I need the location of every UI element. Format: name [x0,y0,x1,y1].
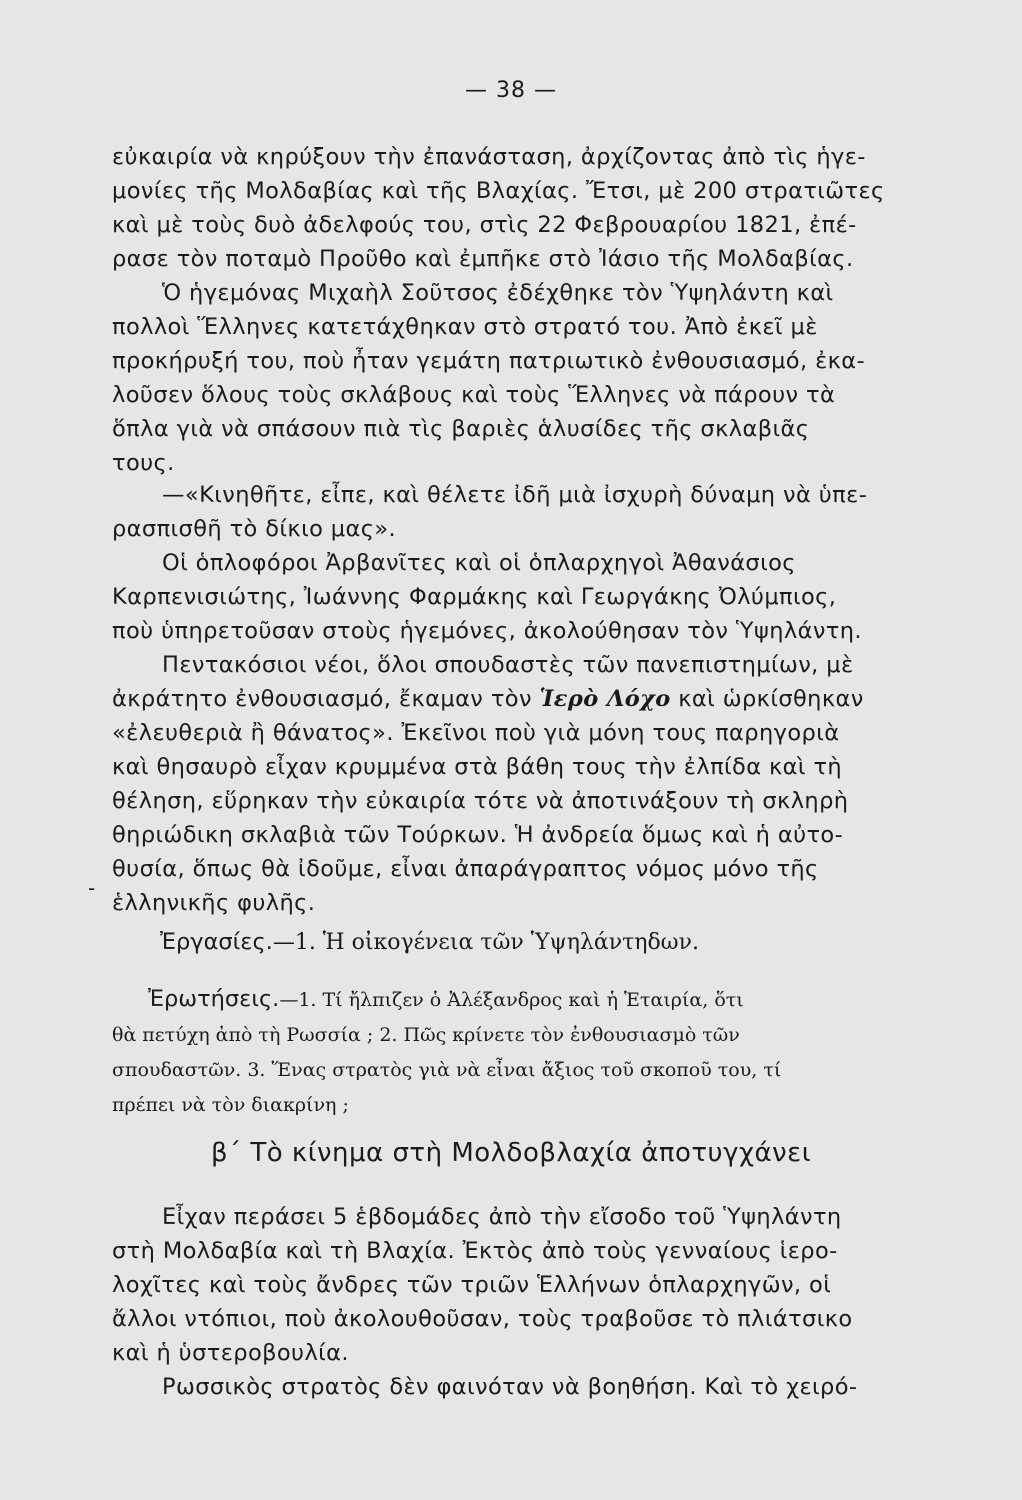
text-line: ρασπισθῆ τὸ δίκιο μας». [112,516,397,542]
text-line: Καρπενισιώτης, Ἰωάννης Φαρμάκης καὶ Γεωργάκης Ὀλύμπιος, [112,584,837,610]
text-line: Εἶχαν περάσει 5 ἑβδομάδες ἀπὸ τὴν εἴσοδο τοῦ Ὑψηλάντη [162,1204,842,1230]
text-line: «ἐλευθεριὰ ἢ θάνατος». Ἐκεῖνοι ποὺ γιὰ μόνη τους παρηγοριὰ [112,720,840,746]
paragraph-1 [112,140,1002,276]
sacred-band-term: Ἱερὸ Λόχο [539,686,671,712]
text-line: θυσία, ὅπως θὰ ἰδοῦμε, εἶναι ἀπαράγραπτος νόμος μόνο τῆς [112,856,819,882]
paragraph-3 [112,478,1002,546]
question-line: θὰ πετύχη ἀπὸ τὴ Ρωσσία ; 2. Πῶς κρίνετε τὸν ἐνθουσιασμὸ τῶν [112,1024,740,1046]
text-line: ποὺ ὑπηρετοῦσαν στοὺς ἡγεμόνες, ἀκολούθησαν τὸν Ὑψηλάντη. [112,618,862,644]
text-segment: καὶ ὡρκίσθηκαν [670,686,864,712]
text-line: Οἱ ὁπλοφόροι Ἀρβανῖτες καὶ οἱ ὁπλαρχηγοὶ Ἀθανάσιος [162,550,796,576]
text-line: πολλοὶ Ἕλληνες κατετάχθηκαν στὸ στρατό του. Ἀπὸ ἐκεῖ μὲ [112,314,818,340]
question-line [112,982,1002,1018]
paragraph-5 [112,648,1002,920]
paragraph-7 [112,1370,1002,1404]
text-line: ὅπλα γιὰ νὰ σπάσουν πιὰ τὶς βαριὲς ἁλυσίδες τῆς σκλαβιᾶς [112,416,810,442]
section-title: β΄ Τὸ κίνημα στὴ Μολδοβλαχία ἀποτυγχάνει [210,1138,812,1168]
margin-mark: - [88,876,96,900]
text-line: τους. [112,450,175,476]
text-line: θέληση, εὕρηκαν τὴν εὐκαιρία τότε νὰ ἀποτινάξουν τὴ σκληρὴ [112,788,849,814]
paragraph-6 [112,1200,1002,1370]
text-line: προκήρυξή του, ποὺ ἦταν γεμάτη πατριωτικὸ ἐνθουσιασμό, ἐκα- [112,348,866,374]
text-line: στὴ Μολδαβία καὶ τὴ Βλαχία. Ἐκτὸς ἀπὸ τοὺς γενναίους ἱερο- [112,1238,838,1264]
text-line: καὶ ἡ ὑστεροβουλία. [112,1340,349,1366]
paragraph-2 [112,276,1002,480]
text-line: μονίες τῆς Μολδαβίας καὶ τῆς Βλαχίας. Ἔτσι, μὲ 200 στρατιῶτες [112,178,885,204]
question-line: σπουδαστῶν. 3. Ἕνας στρατὸς γιὰ νὰ εἶναι ἄξιος τοῦ σκοποῦ του, τί [112,1059,782,1081]
exercises-text: —1. Ἡ οἰκογένεια τῶν Ὑψηλάντηδων. [272,930,699,955]
text-line: λοῦσεν ὅλους τοὺς σκλάβους καὶ τοὺς Ἕλληνες νὰ πάρουν τὰ [112,382,836,408]
text-line: θηριώδικη σκλαβιὰ τῶν Τούρκων. Ἡ ἀνδρεία ὅμως καὶ ἡ αὐτο- [112,822,844,848]
text-line: —«Κινηθῆτε, εἶπε, καὶ θέλετε ἰδῆ μιὰ ἰσχυρὴ δύναμη νὰ ὑπε- [162,482,868,508]
text-line: Ρωσσικὸς στρατὸς δὲν φαινόταν νὰ βοηθήση. Καὶ τὸ χειρό- [162,1374,858,1400]
text-line: Πεντακόσιοι νέοι, ὅλοι σπουδαστὲς τῶν πανεπιστημίων, μὲ [162,652,854,678]
text-line: καὶ θησαυρὸ εἶχαν κρυμμένα στὰ βάθη τους τὴν ἐλπίδα καὶ τὴ [112,754,843,780]
question-text: —1. Τί ἤλπιζεν ὁ Ἀλέξανδρος καὶ ἡ Ἑταιρία, ὅτι [279,989,744,1011]
question-line: πρέπει νὰ τὸν διακρίνη ; [112,1094,349,1116]
questions [112,982,1002,1123]
page-number: — 38 — [465,78,557,103]
text-line [112,682,1002,716]
text-line: ρασε τὸν ποταμὸ Προῦθο καὶ ἐμπῆκε στὸ Ἰάσιο τῆς Μολδαβίας. [112,246,854,272]
text-line: ἄλλοι ντόπιοι, ποὺ ἀκολουθοῦσαν, τοὺς τραβοῦσε τὸ πλιάτσικο [112,1306,853,1332]
text-line: Ὁ ἡγεμόνας Μιχαὴλ Σοῦτσος ἐδέχθηκε τὸν Ὑψηλάντη καὶ [162,280,834,306]
paragraph-4 [112,546,1002,648]
text-segment: ἀκράτητο ἐνθουσιασμό, ἔκαμαν τὸν [112,686,540,712]
text-line: εὐκαιρία νὰ κηρύξουν τὴν ἐπανάσταση, ἀρχίζοντας ἀπὸ τὶς ἡγε- [112,144,866,170]
text-line: καὶ μὲ τοὺς δυὸ ἀδελφούς του, στὶς 22 Φεβρουαρίου 1821, ἐπέ- [112,212,857,238]
text-line: ἑλληνικῆς φυλῆς. [112,890,316,916]
exercises-label: Ἐργασίες. [160,929,273,955]
text-line: λοχῖτες καὶ τοὺς ἄνδρες τῶν τριῶν Ἑλλήνων ὁπλαρχηγῶν, οἱ [112,1272,832,1298]
exercises [160,924,1002,961]
questions-label: Ἐρωτήσεις. [148,986,280,1012]
